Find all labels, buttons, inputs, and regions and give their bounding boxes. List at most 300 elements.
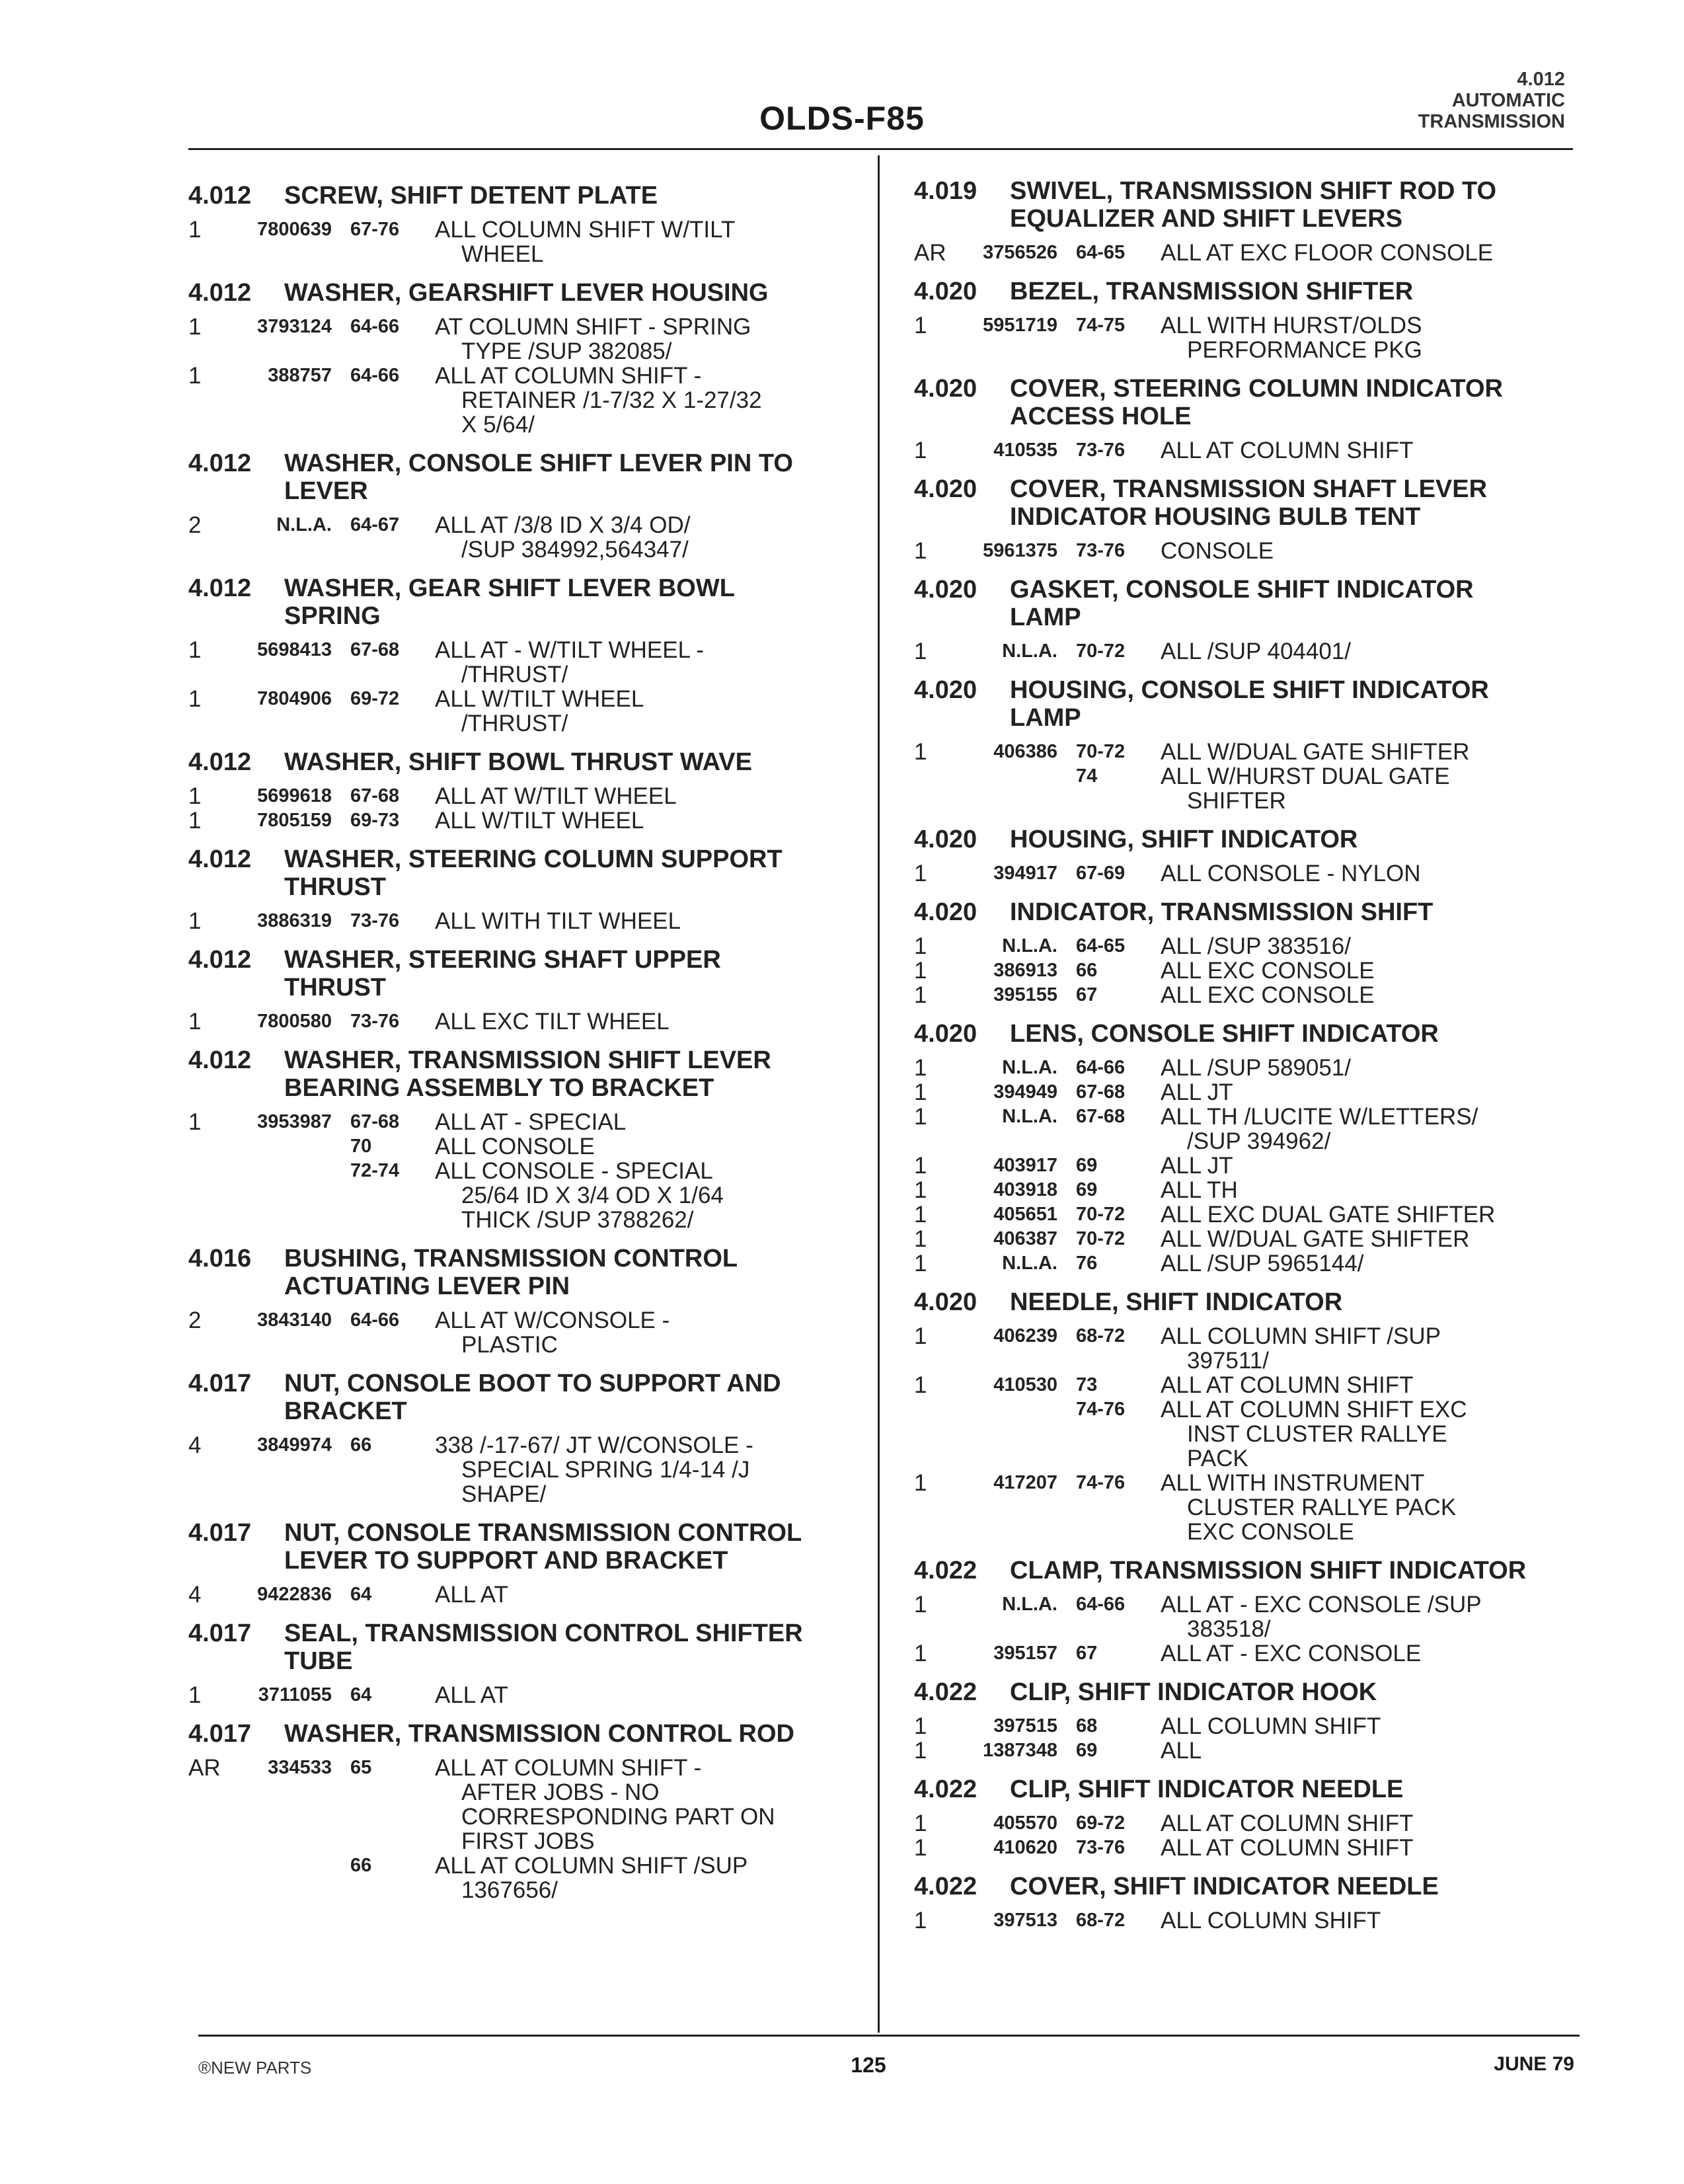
parts-section xyxy=(188,449,823,562)
model-years: 74-76 xyxy=(1076,1399,1126,1420)
description-line: AFTER JOBS - NO xyxy=(461,1779,660,1805)
part-row xyxy=(188,808,823,833)
part-row xyxy=(914,1056,1549,1080)
quantity: 1 xyxy=(188,808,202,834)
description-line: ALL WITH HURST/OLDS xyxy=(1161,313,1422,338)
parts-section xyxy=(188,1046,823,1232)
part-row xyxy=(188,364,823,437)
section-heading xyxy=(914,375,1549,430)
part-number: 388757 xyxy=(268,365,332,386)
quantity: 1 xyxy=(914,1641,927,1666)
section-title: WASHER, GEARSHIFT LEVER HOUSING xyxy=(284,279,769,307)
model-years: 68-72 xyxy=(1076,1910,1126,1931)
description xyxy=(435,1683,823,1707)
model-years: 65 xyxy=(350,1757,372,1778)
description xyxy=(435,784,823,808)
model-years: 70-72 xyxy=(1076,741,1126,762)
description-line: /SUP 394962/ xyxy=(1187,1128,1331,1154)
section-number: 4.012 xyxy=(188,748,252,776)
section-number: 4.017 xyxy=(188,1370,252,1397)
header-divider xyxy=(188,148,1573,150)
section-number: 4.012 xyxy=(188,182,252,210)
parts-section xyxy=(188,182,823,266)
description-line: ALL AT COLUMN SHIFT xyxy=(1161,438,1414,463)
parts-section xyxy=(914,826,1549,886)
section-heading xyxy=(914,475,1549,531)
parts-section xyxy=(914,177,1549,265)
description-line: CORRESPONDING PART ON xyxy=(461,1804,775,1830)
description-line: ALL W/HURST DUAL GATE xyxy=(1161,763,1450,789)
description xyxy=(1161,861,1549,886)
section-number: 4.017 xyxy=(188,1519,252,1547)
description-line: 397511/ xyxy=(1187,1348,1269,1374)
part-row xyxy=(188,315,823,364)
model-years: 70 xyxy=(350,1136,372,1157)
section-heading xyxy=(188,574,823,630)
description xyxy=(1161,1641,1549,1666)
model-years: 69-72 xyxy=(1076,1813,1126,1834)
section-number: 4.020 xyxy=(914,1020,977,1048)
part-row xyxy=(188,909,823,933)
quantity: 1 xyxy=(914,1177,927,1203)
part-number: 395157 xyxy=(993,1643,1057,1664)
part-row xyxy=(188,1683,823,1707)
quantity: 4 xyxy=(188,1582,202,1608)
section-heading xyxy=(914,1873,1549,1900)
section-heading xyxy=(914,177,1549,233)
description xyxy=(1161,1324,1549,1373)
section-title: WASHER, STEERING SHAFT UPPER THRUST xyxy=(284,946,721,1001)
part-number: 405570 xyxy=(993,1813,1057,1834)
parts-section xyxy=(914,1678,1549,1763)
part-row xyxy=(188,1159,823,1232)
section-heading xyxy=(188,449,823,505)
part-number: 403917 xyxy=(993,1155,1057,1176)
part-number: 334533 xyxy=(268,1757,332,1778)
section-title: WASHER, GEAR SHIFT LEVER BOWL SPRING xyxy=(284,574,735,630)
part-number: 7805159 xyxy=(257,810,332,831)
quantity: 1 xyxy=(914,438,927,463)
part-number: 3849974 xyxy=(257,1434,332,1456)
part-number: 3843140 xyxy=(257,1309,332,1331)
section-number: 4.012 xyxy=(1517,69,1565,90)
model-years: 74 xyxy=(1076,765,1098,787)
section-heading xyxy=(188,1619,823,1675)
part-row xyxy=(188,513,823,562)
quantity: 1 xyxy=(914,1372,927,1398)
part-row xyxy=(914,1908,1549,1933)
description-line: ALL COLUMN SHIFT xyxy=(1161,1713,1381,1739)
parts-section xyxy=(914,1020,1549,1276)
description-line: SPECIAL SPRING 1/4-14 /J xyxy=(461,1457,750,1483)
section-number: 4.016 xyxy=(188,1245,252,1272)
description xyxy=(1161,639,1549,664)
model-years: 73-76 xyxy=(350,1011,400,1032)
parts-section xyxy=(188,1619,823,1707)
section-title: COVER, STEERING COLUMN INDICATOR ACCESS HOLE xyxy=(1010,375,1503,430)
description-line: TYPE /SUP 382085/ xyxy=(461,338,672,364)
description xyxy=(1161,764,1549,813)
quantity: 1 xyxy=(914,958,927,984)
model-years: 64-66 xyxy=(350,1309,400,1331)
part-number xyxy=(241,1853,350,1902)
parts-section xyxy=(188,574,823,736)
model-years: 64-67 xyxy=(350,514,400,535)
quantity: 1 xyxy=(914,739,927,765)
description-line: ALL /SUP 5965144/ xyxy=(1161,1251,1364,1276)
section-number: 4.020 xyxy=(914,278,977,305)
model-years: 69-73 xyxy=(350,810,400,831)
quantity: 1 xyxy=(914,1323,927,1349)
description-line: ALL W/DUAL GATE SHIFTER xyxy=(1161,739,1470,765)
part-number: 394917 xyxy=(993,863,1057,884)
quantity: 2 xyxy=(188,1307,202,1333)
model-years: 73-76 xyxy=(1076,540,1126,561)
description xyxy=(1161,1202,1549,1227)
description-line: ALL AT xyxy=(435,1582,508,1608)
parts-section xyxy=(914,1873,1549,1933)
description-line: ALL JT xyxy=(1161,1153,1233,1179)
section-heading xyxy=(914,826,1549,853)
description-line: ALL COLUMN SHIFT W/TILT xyxy=(435,217,736,243)
section-title: COVER, TRANSMISSION SHAFT LEVER INDICATOR HOUSING BULB TENT xyxy=(1010,475,1488,531)
part-number: N.L.A. xyxy=(1002,1253,1057,1274)
section-heading xyxy=(914,576,1549,631)
section-number: 4.012 xyxy=(188,279,252,307)
part-row xyxy=(188,1308,823,1357)
section-heading xyxy=(188,1046,823,1102)
quantity: 1 xyxy=(914,861,927,886)
description-line: THICK /SUP 3788262/ xyxy=(461,1207,694,1233)
model-years: 67-68 xyxy=(1076,1081,1126,1103)
part-row xyxy=(914,1471,1549,1544)
quantity: 2 xyxy=(188,512,202,538)
model-years: 64-66 xyxy=(350,316,400,337)
description-line: ALL AT /3/8 ID X 3/4 OD/ xyxy=(435,512,691,538)
description-line: ALL JT xyxy=(1161,1079,1233,1105)
section-number: 4.020 xyxy=(914,475,977,503)
part-number: 394949 xyxy=(993,1081,1057,1103)
model-years: 66 xyxy=(1076,960,1098,981)
part-number: 410620 xyxy=(993,1837,1057,1858)
section-number: 4.020 xyxy=(914,676,977,704)
section-title: SWIVEL, TRANSMISSION SHIFT ROD TO EQUALIZER AND SHIFT LEVERS xyxy=(1010,177,1497,233)
part-number: 3711055 xyxy=(258,1684,332,1705)
quantity: 1 xyxy=(914,1470,927,1496)
description xyxy=(1161,1105,1549,1153)
section-title: NUT, CONSOLE TRANSMISSION CONTROL LEVER TO SUPPORT AND BRACKET xyxy=(284,1519,802,1575)
description-line: ALL AT COLUMN SHIFT - xyxy=(435,363,702,389)
quantity: AR xyxy=(188,1755,221,1781)
description xyxy=(435,1134,823,1159)
section-title: NEEDLE, SHIFT INDICATOR xyxy=(1010,1288,1343,1316)
section-heading xyxy=(188,1720,823,1748)
description-line: ALL AT - EXC CONSOLE xyxy=(1161,1641,1422,1666)
section-title: BUSHING, TRANSMISSION CONTROL ACTUATING LEVER PIN xyxy=(284,1245,738,1300)
description-line: ALL AT xyxy=(435,1682,508,1708)
description xyxy=(1161,1373,1549,1397)
section-heading xyxy=(914,1288,1549,1316)
model-years: 69-72 xyxy=(350,688,400,709)
part-row xyxy=(914,764,1549,813)
description-line: ALL TH /LUCITE W/LETTERS/ xyxy=(1161,1104,1478,1130)
description-line: ALL EXC CONSOLE xyxy=(1161,958,1375,984)
page-number: 125 xyxy=(851,2053,886,2077)
part-number: N.L.A. xyxy=(1002,1057,1057,1078)
part-number xyxy=(967,1397,1076,1471)
part-row xyxy=(188,1009,823,1034)
section-number: 4.020 xyxy=(914,898,977,926)
description xyxy=(435,909,823,933)
description xyxy=(1161,539,1549,563)
description-line: ALL /SUP 589051/ xyxy=(1161,1055,1351,1081)
description-line: EXC CONSOLE xyxy=(1187,1519,1354,1545)
description xyxy=(1161,1397,1549,1471)
quantity: 1 xyxy=(914,1251,927,1276)
footer-date: JUNE 79 xyxy=(1494,2053,1574,2075)
quantity: 1 xyxy=(188,908,202,934)
description-line: 338 /-17-67/ JT W/CONSOLE - xyxy=(435,1432,753,1458)
model-years: 67 xyxy=(1076,984,1098,1005)
part-row xyxy=(914,539,1549,563)
section-title: COVER, SHIFT INDICATOR NEEDLE xyxy=(1010,1873,1439,1900)
parts-section xyxy=(914,278,1549,362)
part-number: 7800639 xyxy=(257,219,332,240)
description xyxy=(435,315,823,364)
section-number: 4.012 xyxy=(188,845,252,873)
parts-section xyxy=(914,1775,1549,1860)
model-years: 64 xyxy=(350,1684,372,1705)
section-title: CLIP, SHIFT INDICATOR NEEDLE xyxy=(1010,1775,1404,1803)
section-title: WASHER, TRANSMISSION SHIFT LEVER BEARING ASSEMBLY TO BRACKET xyxy=(284,1046,771,1102)
model-years: 69 xyxy=(1076,1155,1098,1176)
quantity: 1 xyxy=(914,1153,927,1179)
section-number: 4.017 xyxy=(188,1619,252,1647)
part-number: 3756526 xyxy=(983,242,1057,263)
description-line: CLUSTER RALLYE PACK xyxy=(1187,1495,1457,1520)
description xyxy=(1161,1714,1549,1738)
part-row xyxy=(914,740,1549,764)
model-years: 70-72 xyxy=(1076,1204,1126,1225)
part-row xyxy=(914,1324,1549,1373)
part-row xyxy=(914,1202,1549,1227)
parts-section xyxy=(914,676,1549,813)
description-line: CONSOLE xyxy=(1161,538,1274,564)
part-row xyxy=(914,861,1549,886)
parts-section xyxy=(188,845,823,933)
parts-section xyxy=(188,1720,823,1902)
description-line: /THRUST/ xyxy=(461,711,568,736)
part-row xyxy=(914,1641,1549,1666)
model-years: 69 xyxy=(1076,1740,1098,1761)
part-number: 7800580 xyxy=(257,1011,332,1032)
quantity: 1 xyxy=(188,363,202,389)
model-years: 67-68 xyxy=(350,1111,400,1132)
model-years: 68-72 xyxy=(1076,1325,1126,1346)
quantity xyxy=(914,764,967,813)
quantity: 1 xyxy=(188,314,202,340)
description-line: ALL AT COLUMN SHIFT - xyxy=(435,1755,702,1781)
description-line: ALL CONSOLE - NYLON xyxy=(1161,861,1421,886)
part-number: N.L.A. xyxy=(1002,1594,1057,1615)
description-line: ALL AT COLUMN SHIFT xyxy=(1161,1811,1414,1836)
part-number: 5699618 xyxy=(257,785,332,806)
description xyxy=(1161,438,1549,463)
part-row xyxy=(188,217,823,266)
part-number xyxy=(241,1159,350,1232)
quantity: 1 xyxy=(914,538,927,564)
quantity xyxy=(188,1134,241,1159)
description xyxy=(435,1433,823,1506)
description-line: PERFORMANCE PKG xyxy=(1187,337,1422,363)
section-number: 4.012 xyxy=(188,449,252,477)
model-years: 69 xyxy=(1076,1179,1098,1200)
description-line: SHAPE/ xyxy=(461,1481,547,1507)
model-years: 68 xyxy=(1076,1715,1098,1736)
description-line: ALL EXC CONSOLE xyxy=(1161,982,1375,1008)
quantity: 1 xyxy=(914,313,927,338)
part-row xyxy=(914,1227,1549,1251)
section-number: 4.017 xyxy=(188,1720,252,1748)
description-line: WHEEL xyxy=(461,241,544,267)
description-line: ALL COLUMN SHIFT /SUP xyxy=(1161,1323,1441,1349)
section-title: LENS, CONSOLE SHIFT INDICATOR xyxy=(1010,1020,1439,1048)
section-heading xyxy=(914,1678,1549,1706)
model-years: 67 xyxy=(1076,1643,1098,1664)
section-title: WASHER, STEERING COLUMN SUPPORT THRUST xyxy=(284,845,783,901)
description-line: ALL EXC TILT WHEEL xyxy=(435,1009,670,1034)
description-line: ALL WITH INSTRUMENT xyxy=(1161,1470,1425,1496)
section-title: WASHER, TRANSMISSION CONTROL ROD xyxy=(284,1720,794,1748)
quantity: 1 xyxy=(914,1079,927,1105)
model-years: 73 xyxy=(1076,1374,1098,1395)
description xyxy=(1161,934,1549,958)
section-heading xyxy=(188,748,823,776)
part-number: 386913 xyxy=(993,960,1057,981)
part-row xyxy=(914,438,1549,463)
quantity xyxy=(914,1397,967,1471)
description-line: AT COLUMN SHIFT - SPRING xyxy=(435,314,751,340)
model-years: 72-74 xyxy=(350,1160,400,1181)
part-number: N.L.A. xyxy=(1002,1106,1057,1127)
model-years: 70-72 xyxy=(1076,1228,1126,1249)
model-years: 73-76 xyxy=(1076,440,1126,461)
description xyxy=(435,687,823,736)
description-line: SHIFTER xyxy=(1187,788,1286,814)
quantity: 1 xyxy=(914,933,927,959)
model-years: 67-69 xyxy=(1076,863,1126,884)
right-column xyxy=(914,177,1549,1945)
model-years: 73-76 xyxy=(350,910,400,931)
parts-section xyxy=(914,898,1549,1007)
part-number xyxy=(241,1134,350,1159)
part-number: 5961375 xyxy=(983,540,1057,561)
section-number: 4.012 xyxy=(188,574,252,602)
part-row xyxy=(914,983,1549,1007)
quantity xyxy=(188,1853,241,1902)
part-number: N.L.A. xyxy=(1002,935,1057,956)
section-number: 4.022 xyxy=(914,1873,977,1900)
part-number: 9422836 xyxy=(257,1584,332,1605)
description-line: ALL W/TILT WHEEL xyxy=(435,808,644,834)
section-number: 4.022 xyxy=(914,1557,977,1584)
part-row xyxy=(914,1251,1549,1276)
section-number: 4.020 xyxy=(914,1288,977,1316)
model-years: 67-68 xyxy=(350,639,400,660)
description xyxy=(435,808,823,833)
part-number: N.L.A. xyxy=(1002,641,1057,662)
part-number: 410530 xyxy=(993,1374,1057,1395)
description-line: ALL AT - SPECIAL xyxy=(435,1109,627,1135)
part-row xyxy=(188,1756,823,1853)
part-row xyxy=(188,1110,823,1134)
quantity xyxy=(188,1159,241,1232)
part-number: 417207 xyxy=(993,1472,1057,1493)
description-line: ALL AT COLUMN SHIFT xyxy=(1161,1835,1414,1861)
description-line: ALL AT COLUMN SHIFT /SUP xyxy=(435,1853,748,1879)
description xyxy=(435,1308,823,1357)
model-years: 67-76 xyxy=(350,219,400,240)
quantity: 1 xyxy=(188,1109,202,1135)
quantity: 1 xyxy=(188,686,202,712)
description-line: ALL xyxy=(1161,1738,1202,1764)
description xyxy=(1161,1080,1549,1105)
model-years: 70-72 xyxy=(1076,641,1126,662)
description xyxy=(1161,1738,1549,1763)
section-title: CLAMP, TRANSMISSION SHIFT INDICATOR xyxy=(1010,1557,1527,1584)
parts-section xyxy=(188,748,823,833)
quantity: 1 xyxy=(914,1908,927,1933)
section-number: 4.019 xyxy=(914,177,977,205)
section-title: HOUSING, CONSOLE SHIFT INDICATOR LAMP xyxy=(1010,676,1489,732)
part-number: 5698413 xyxy=(257,639,332,660)
description xyxy=(435,513,823,562)
part-number: 410535 xyxy=(993,440,1057,461)
section-title: WASHER, CONSOLE SHIFT LEVER PIN TO LEVER xyxy=(284,449,793,505)
description xyxy=(1161,241,1549,265)
part-number: 3886319 xyxy=(257,910,332,931)
part-row xyxy=(914,1714,1549,1738)
footer-divider xyxy=(198,2035,1580,2037)
description-line: ALL /SUP 404401/ xyxy=(1161,639,1351,664)
section-title: SCREW, SHIFT DETENT PLATE xyxy=(284,182,658,210)
quantity: 1 xyxy=(914,982,927,1008)
description-line: 383518/ xyxy=(1187,1616,1271,1642)
model-years: 64-66 xyxy=(1076,1594,1126,1615)
part-row xyxy=(188,784,823,808)
section-heading xyxy=(914,1557,1549,1584)
page-title: OLDS-F85 xyxy=(759,100,925,137)
part-row xyxy=(914,1178,1549,1202)
description xyxy=(1161,983,1549,1007)
description xyxy=(1161,1908,1549,1933)
part-row xyxy=(188,1582,823,1607)
description-line: RETAINER /1-7/32 X 1-27/32 xyxy=(461,387,762,413)
section-title: SEAL, TRANSMISSION CONTROL SHIFTER TUBE xyxy=(284,1619,803,1675)
description-line: FIRST JOBS xyxy=(461,1828,595,1854)
section-heading xyxy=(914,278,1549,305)
part-number: 397515 xyxy=(993,1715,1057,1736)
section-heading xyxy=(188,1245,823,1300)
section-title: INDICATOR, TRANSMISSION SHIFT xyxy=(1010,898,1434,926)
model-years: 74-75 xyxy=(1076,315,1126,336)
description-line: ALL AT W/CONSOLE - xyxy=(435,1307,670,1333)
part-number: 406387 xyxy=(993,1228,1057,1249)
description-line: /THRUST/ xyxy=(461,662,568,687)
description-line: ALL AT COLUMN SHIFT xyxy=(1161,1372,1414,1398)
part-number: 395155 xyxy=(993,984,1057,1005)
quantity: 1 xyxy=(914,1738,927,1764)
